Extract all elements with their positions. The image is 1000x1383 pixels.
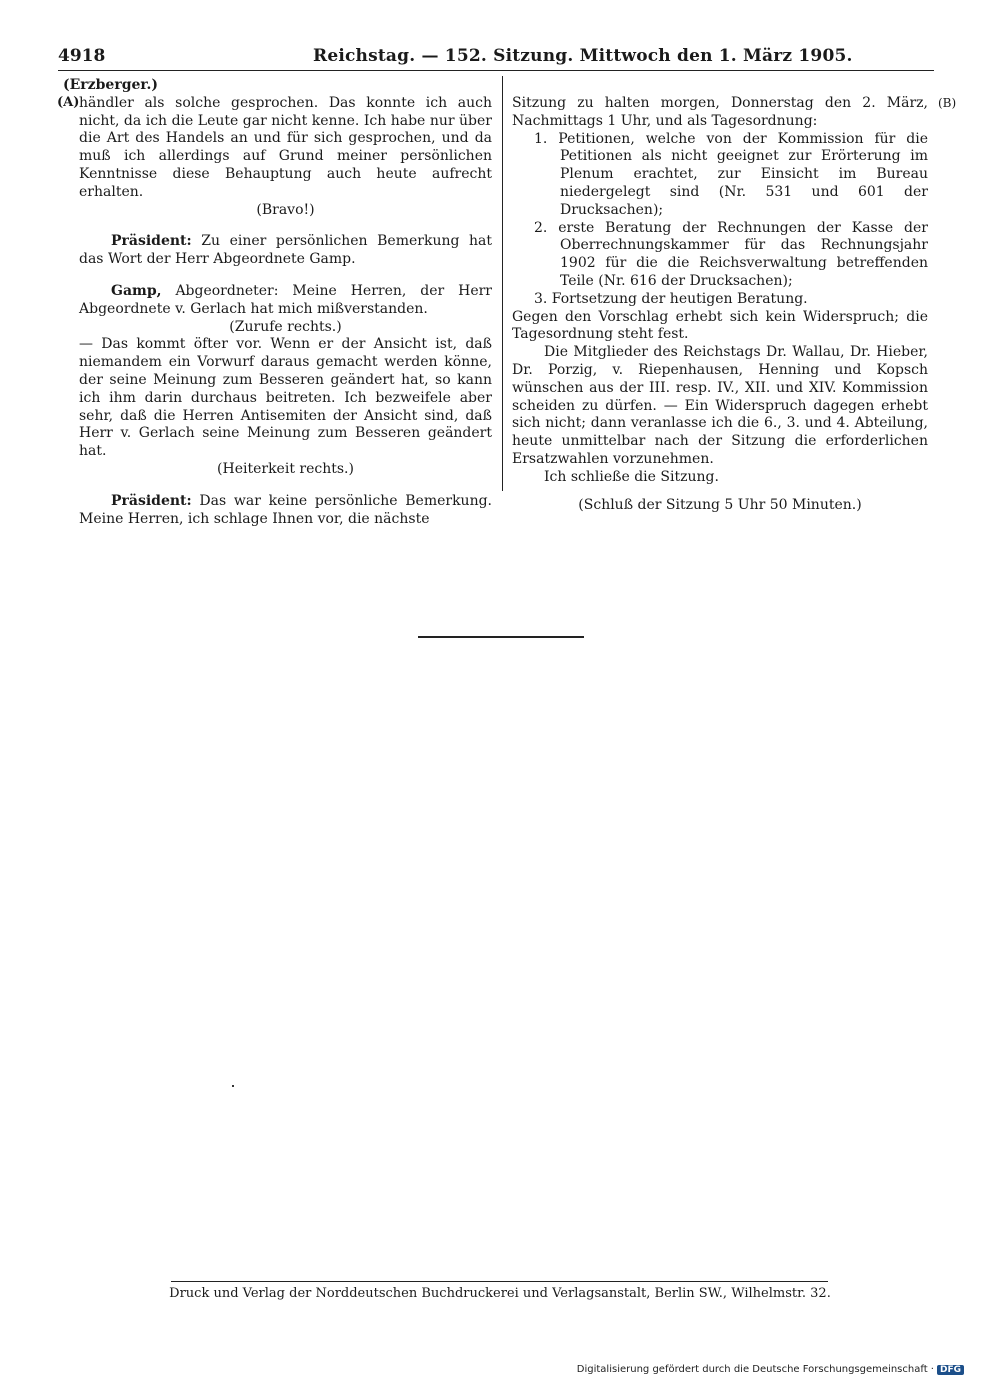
paragraph: Die Mitglieder des Reichstags Dr. Wallau, Dr. Hieber, Dr. Porzig, v. Riepenhausen, Henning und Kopsch wünschen aus der III. resp. IV., XII. und XIV. Kommission scheiden zu dürfen. — Ein Widerspruch dagegen erhebt sich nicht; dann veranlasse ich die 6., 3. und 4. Abteilung, heute unmittelbar nach der Sitzung die erforderlichen Ersatzwahlen vorzunehmen. xyxy=(512,344,928,467)
dfg-logo-icon: DFG xyxy=(937,1365,964,1375)
interjection: (Heiterkeit rechts.) xyxy=(217,460,354,477)
interjection: (Zurufe rechts.) xyxy=(229,318,342,335)
speaker-name: Gamp, xyxy=(111,282,162,299)
imprint: Druck und Verlag der Norddeutschen Buchdruckerei und Verlagsanstalt, Berlin SW., Wilhelmstr. 32. xyxy=(169,1286,831,1301)
header-rule xyxy=(58,70,934,71)
interjection: (Bravo!) xyxy=(256,201,315,218)
footer-rule xyxy=(171,1281,828,1282)
page-number: 4918 xyxy=(58,46,106,66)
print-speck xyxy=(232,1085,234,1087)
paragraph: Sitzung zu halten morgen, Donnerstag den 2. März, Nachmittags 1 Uhr, und als Tagesordnung: xyxy=(512,95,928,129)
margin-label-b: (B) xyxy=(938,96,957,110)
end-rule xyxy=(418,636,584,638)
paragraph: Gamp, Abgeordneter: Meine Herren, der Herr Abgeordnete v. Gerlach hat mich mißverstanden. xyxy=(79,282,492,317)
agenda-list xyxy=(512,131,928,309)
paragraph: händler als solche gesprochen. Das konnte ich auch nicht, da ich die Leute gar nicht kenne. Ich habe nur über die Art des Handels an und für sich gesprochen, und da muß ich allerdings auf Grund meiner persönlichen Kenntnisse diese Behauptung auch heute aufrecht erhalten. xyxy=(79,94,492,200)
header-title: Reichstag. — 152. Sitzung. Mittwoch den 1. März 1905. xyxy=(313,46,853,66)
speaker-name: Präsident: xyxy=(111,233,192,250)
paragraph: Ich schließe die Sitzung. xyxy=(544,468,719,485)
digitization-credit: Digitalisierung gefördert durch die Deutsche Forschungsgemeinschaft · DFG xyxy=(577,1364,964,1375)
speaker-name: Präsident: xyxy=(111,492,192,509)
agenda-item: 3. Fortsetzung der heutigen Beratung. xyxy=(534,290,808,307)
closing-note: (Schluß der Sitzung 5 Uhr 50 Minuten.) xyxy=(578,496,862,513)
agenda-item: 2. erste Beratung der Rechnungen der Kasse der Oberrechnungskammer für das Rechnungsjahr 1902 für die die Reichsverwaltung betreffenden Teile (Nr. 616 der Drucksachen); xyxy=(534,219,928,289)
right-column xyxy=(512,95,928,514)
paragraph: Präsident: Zu einer persönlichen Bemerkung hat das Wort der Herr Abgeordnete Gamp. xyxy=(79,233,492,268)
running-header xyxy=(58,46,938,70)
agenda-item: 1. Petitionen, welche von der Kommission für die Petitionen als nicht geeignet zur Erörterung im Plenum erachtet, zur Einsicht im Bureau niedergelegt sind (Nr. 531 und 601 der Drucksachen); xyxy=(534,130,928,218)
column-divider xyxy=(502,76,503,491)
margin-label-a: (A) xyxy=(57,95,80,110)
left-column xyxy=(63,77,492,528)
paragraph: Präsident: Das war keine persönliche Bemerkung. Meine Herren, ich schlage Ihnen vor, die nächste xyxy=(79,492,492,527)
speaker-tag: (Erzberger.) xyxy=(63,77,158,93)
paragraph: — Das kommt öfter vor. Wenn er der Ansicht ist, daß niemandem ein Vorwurf daraus gemacht werden könne, der seine Meinung zum Besseren geändert hat, so kann ich ihm darin durchaus beitreten. Ich bezweifele aber sehr, daß die Herren Antisemiten der Ansicht sind, daß Herr v. Gerlach seine Meinung zum Besseren geändert hat. xyxy=(79,336,492,460)
paragraph: Gegen den Vorschlag erhebt sich kein Widerspruch; die Tagesordnung steht fest. xyxy=(512,308,928,343)
